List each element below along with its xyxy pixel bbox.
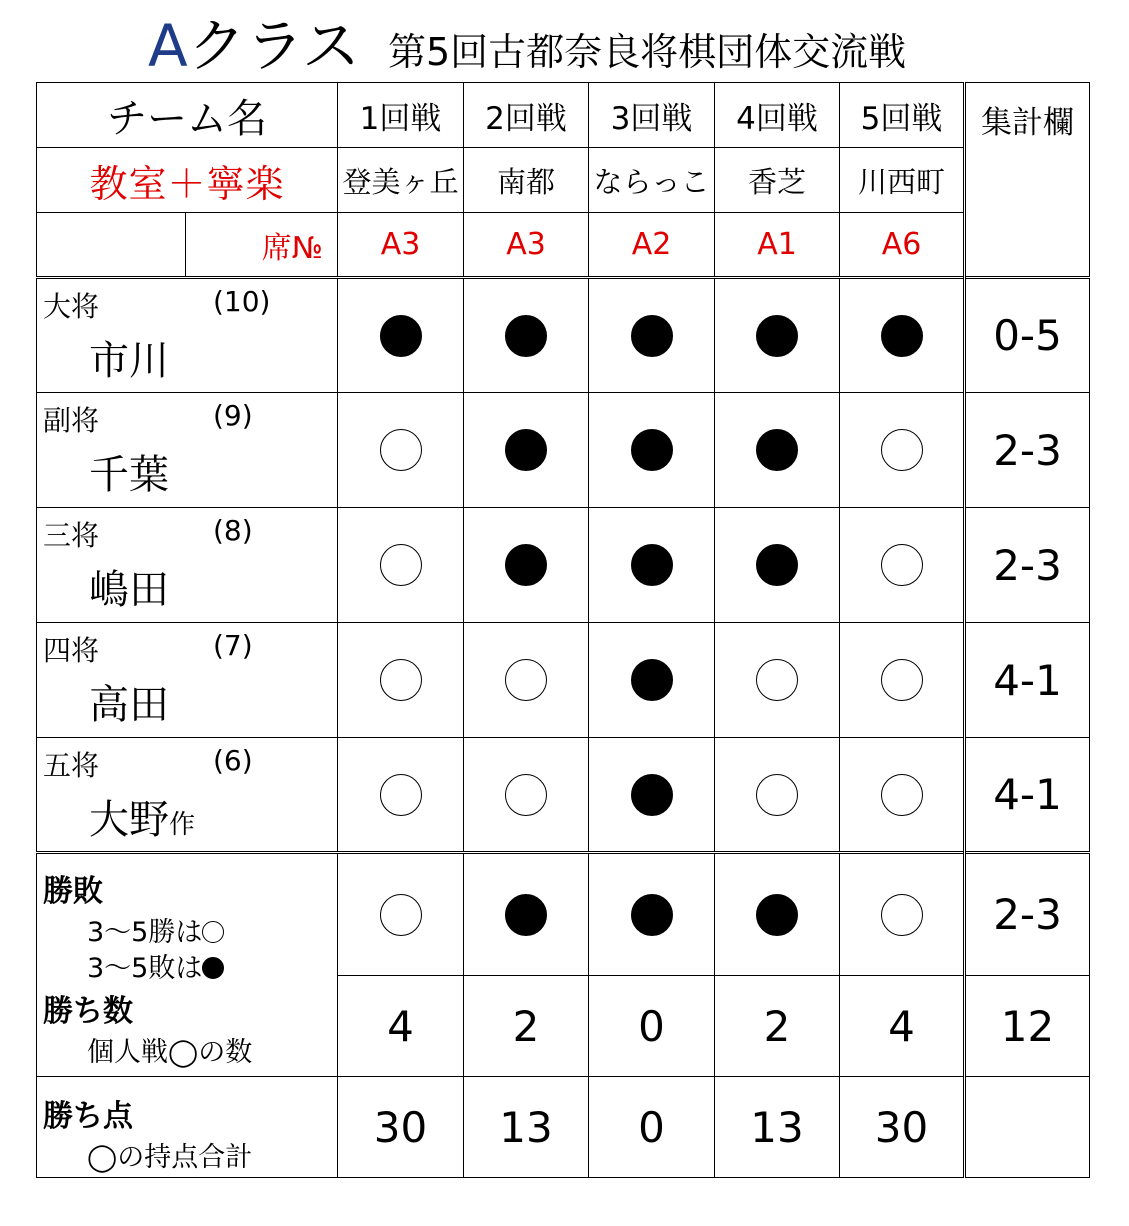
result-cell [589, 623, 715, 738]
round-1-label: 1回戦 [338, 83, 464, 148]
team-result-summary: 2-3 [965, 853, 1090, 976]
result-cell [840, 508, 965, 623]
win-count-note: 個人戦◯の数 [87, 1037, 253, 1068]
loss-circle-icon [631, 315, 673, 357]
player-position: 五将 [43, 749, 100, 782]
seat-1: A3 [338, 213, 464, 278]
player-row [37, 278, 1090, 393]
result-cell [840, 278, 965, 393]
player-name-text: 千葉 [89, 452, 169, 498]
win-count-total: 12 [965, 976, 1090, 1077]
result-cell [338, 278, 464, 393]
win-points-value: 13 [464, 1077, 589, 1178]
team-result-note-loss [87, 946, 224, 985]
round-2-label: 2回戦 [464, 83, 589, 148]
result-cell [715, 393, 840, 508]
player-row [37, 393, 1090, 508]
loss-circle-icon [756, 429, 798, 471]
win-circle-icon [756, 774, 798, 816]
team-result-cell [338, 853, 464, 976]
result-cell [715, 738, 840, 853]
win-circle-icon [380, 544, 422, 586]
seat-2: A3 [464, 213, 589, 278]
player-cell [37, 738, 338, 853]
result-cell [715, 623, 840, 738]
player-row [37, 508, 1090, 623]
player-name-text: 嶋田 [89, 567, 169, 613]
player-name [89, 329, 169, 386]
result-cell [338, 393, 464, 508]
win-circle-icon [881, 544, 923, 586]
opponent-4: 香芝 [715, 148, 840, 213]
loss-circle-icon [505, 544, 547, 586]
player-row [37, 738, 1090, 853]
win-count-label: 勝ち数 [43, 994, 133, 1029]
player-position: 大将 [43, 290, 100, 323]
win-circle-icon [380, 894, 422, 936]
score-table [36, 82, 1090, 1178]
class-letter: A [148, 12, 188, 80]
player-name [89, 443, 169, 500]
loss-circle-icon [756, 315, 798, 357]
team-name: 教室＋寧楽 [37, 148, 338, 213]
result-cell [464, 508, 589, 623]
result-cell [589, 278, 715, 393]
win-count-value: 2 [464, 976, 589, 1077]
loss-circle-icon [505, 894, 547, 936]
result-cell [589, 508, 715, 623]
win-circle-icon [756, 659, 798, 701]
seat-label: 席№ [186, 213, 338, 278]
loss-circle-icon [631, 659, 673, 701]
seat-5: A6 [840, 213, 965, 278]
team-result-cell [589, 853, 715, 976]
player-name-text: 大野 [89, 797, 169, 843]
player-cell [37, 623, 338, 738]
loss-circle-icon [202, 957, 224, 979]
seat-4: A1 [715, 213, 840, 278]
seat-blank [37, 213, 186, 278]
result-cell [338, 738, 464, 853]
result-cell [338, 508, 464, 623]
player-name-text: 市川 [89, 338, 169, 384]
win-count-value: 2 [715, 976, 840, 1077]
player-number: (8) [213, 514, 253, 547]
team-result-cell [840, 853, 965, 976]
player-cell [37, 278, 338, 393]
team-result-note-win [87, 910, 224, 949]
win-circle-icon [505, 774, 547, 816]
win-circle-icon [380, 659, 422, 701]
team-name-label: チーム名 [37, 83, 338, 148]
result-cell [840, 393, 965, 508]
class-name [148, 10, 360, 82]
player-number: (9) [213, 399, 253, 432]
note-loss-text: 3～5敗は [87, 953, 203, 984]
win-points-total [965, 1077, 1090, 1178]
round-5-label: 5回戦 [840, 83, 965, 148]
player-number: (7) [213, 629, 253, 662]
player-summary: 4-1 [965, 623, 1090, 738]
player-position: 三将 [43, 519, 100, 552]
note-win-text: 3～5勝は [87, 917, 203, 948]
loss-circle-icon [631, 774, 673, 816]
summary-label: 集計欄 [965, 83, 1090, 278]
player-name-text: 高田 [89, 682, 169, 728]
win-circle-icon [505, 659, 547, 701]
result-cell [464, 393, 589, 508]
round-4-label: 4回戦 [715, 83, 840, 148]
round-3-label: 3回戦 [589, 83, 715, 148]
loss-circle-icon [881, 315, 923, 357]
win-points-value: 0 [589, 1077, 715, 1178]
loss-circle-icon [380, 315, 422, 357]
win-circle-icon [881, 774, 923, 816]
loss-circle-icon [631, 544, 673, 586]
opponent-3: ならっこ [589, 148, 715, 213]
win-points-row [37, 1077, 1090, 1178]
loss-circle-icon [505, 429, 547, 471]
class-suffix: クラス [187, 12, 360, 80]
win-count-value: 0 [589, 976, 715, 1077]
loss-circle-icon [756, 894, 798, 936]
player-position: 四将 [43, 634, 100, 667]
player-summary: 2-3 [965, 393, 1090, 508]
win-circle-icon [380, 774, 422, 816]
player-name-suffix: 作 [169, 810, 196, 840]
win-count-value: 4 [338, 976, 464, 1077]
result-cell [715, 508, 840, 623]
team-result-label-cell [37, 853, 338, 1077]
opponent-5: 川西町 [840, 148, 965, 213]
win-points-note: ◯の持点合計 [87, 1142, 253, 1173]
player-name [89, 673, 169, 730]
player-cell [37, 508, 338, 623]
loss-circle-icon [756, 544, 798, 586]
team-result-label: 勝敗 [43, 874, 103, 909]
win-circle-icon [881, 659, 923, 701]
team-result-cell [464, 853, 589, 976]
win-count-value: 4 [840, 976, 965, 1077]
team-result-cell [715, 853, 840, 976]
player-position: 副将 [43, 404, 100, 437]
win-circle-icon [202, 921, 224, 943]
win-points-label: 勝ち点 [43, 1099, 133, 1134]
event-title: 第5回古都奈良将棋団体交流戦 [388, 30, 907, 74]
player-summary: 4-1 [965, 738, 1090, 853]
win-points-value: 30 [840, 1077, 965, 1178]
loss-circle-icon [631, 429, 673, 471]
player-name [89, 788, 195, 845]
result-cell [464, 278, 589, 393]
loss-circle-icon [505, 315, 547, 357]
player-summary: 2-3 [965, 508, 1090, 623]
win-points-value: 13 [715, 1077, 840, 1178]
opponent-1: 登美ヶ丘 [338, 148, 464, 213]
win-points-label-cell [37, 1077, 338, 1178]
result-cell [840, 738, 965, 853]
result-cell [589, 393, 715, 508]
result-cell [464, 738, 589, 853]
player-name [89, 558, 169, 615]
player-number: (6) [213, 744, 253, 777]
win-points-value: 30 [338, 1077, 464, 1178]
result-cell [589, 738, 715, 853]
player-cell [37, 393, 338, 508]
result-cell [840, 623, 965, 738]
page-title [0, 10, 1129, 82]
result-cell [464, 623, 589, 738]
team-result-row [37, 853, 1090, 976]
win-circle-icon [881, 429, 923, 471]
result-cell [338, 623, 464, 738]
win-circle-icon [380, 429, 422, 471]
result-cell [715, 278, 840, 393]
loss-circle-icon [631, 894, 673, 936]
player-row [37, 623, 1090, 738]
player-summary: 0-5 [965, 278, 1090, 393]
seat-3: A2 [589, 213, 715, 278]
opponent-2: 南都 [464, 148, 589, 213]
player-number: (10) [213, 285, 271, 318]
win-circle-icon [881, 894, 923, 936]
